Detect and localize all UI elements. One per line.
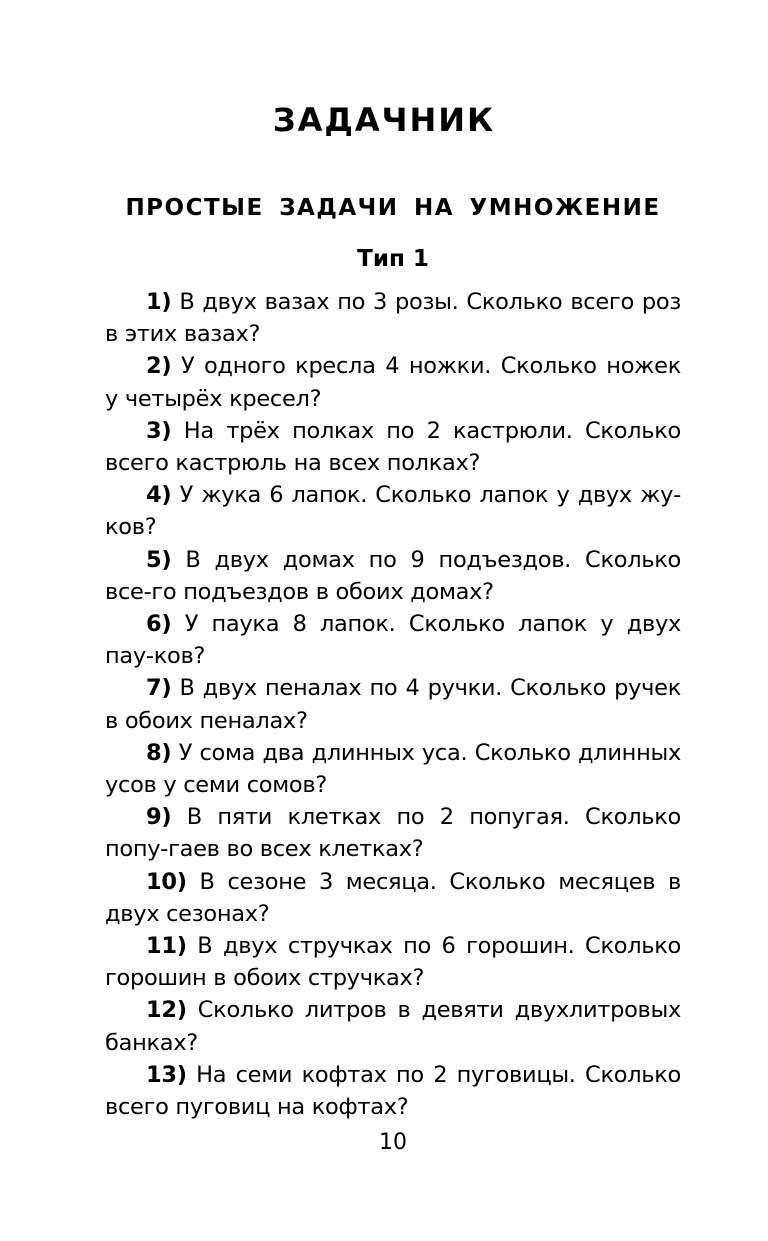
problem-number: 10): [146, 868, 187, 895]
page-number: 10: [379, 1130, 407, 1155]
problem-number: 7): [146, 675, 172, 702]
problem-text: В двух стручках по 6 горошин. Сколько горошин в обоих стручках?: [105, 933, 681, 992]
problem-text: В двух домах по 9 подъездов. Сколько все-го подъездов в обоих домах?: [105, 546, 681, 605]
problem-number: 11): [146, 933, 187, 960]
problem-item: [105, 801, 681, 865]
problem-text: В пяти клетках по 2 попугая. Сколько попу-гаев во всех клетках?: [105, 804, 682, 863]
problem-item: [105, 350, 681, 414]
problem-number: 8): [146, 739, 172, 766]
problem-number: 1): [146, 289, 172, 315]
problem-item: [105, 930, 681, 994]
type-title: Тип 1: [357, 246, 429, 272]
problem-item: [105, 672, 681, 736]
problem-number: 6): [146, 611, 172, 638]
problem-text: У одного кресла 4 ножки. Сколько ножек у четырёх кресел?: [105, 353, 681, 412]
problem-number: 3): [146, 417, 172, 444]
problem-text: Сколько литров в девяти двухлитровых банках?: [105, 997, 681, 1056]
problem-number: 12): [146, 997, 187, 1024]
problem-item: [105, 866, 681, 930]
problem-item: [105, 286, 681, 350]
problem-text: В двух пеналах по 4 ручки. Сколько ручек в обоих пеналах?: [105, 675, 681, 734]
problem-item: [105, 737, 681, 801]
problem-item: [105, 994, 681, 1058]
problem-text: У паука 8 лапок. Сколько лапок у двух пау-ков?: [105, 611, 681, 670]
problem-number: 4): [146, 482, 172, 509]
section-title: ПРОСТЫЕ ЗАДАЧИ НА УМНОЖЕНИЕ: [125, 195, 661, 221]
problem-item: [105, 608, 681, 672]
problem-item: [105, 415, 681, 479]
problem-text: У сома два длинных уса. Сколько длинных усов у семи сомов?: [105, 739, 681, 799]
problem-item: [105, 544, 681, 608]
problem-item: [105, 479, 681, 543]
problem-number: 5): [146, 546, 172, 573]
problem-text: На семи кофтах по 2 пуговицы. Сколько всего пуговиц на кофтах?: [105, 1061, 681, 1121]
page-title: ЗАДАЧНИК: [272, 101, 496, 139]
problem-item: [105, 1059, 681, 1123]
problem-number: 13): [146, 1061, 187, 1088]
problem-text: В двух вазах по 3 розы. Сколько всего роз в этих вазах?: [105, 289, 681, 348]
problem-list: [105, 286, 681, 1123]
problem-text: У жука 6 лапок. Сколько лапок у двух жу-ков?: [105, 482, 681, 541]
problem-number: 2): [146, 353, 172, 380]
problem-number: 9): [146, 804, 172, 831]
problem-text: На трёх полках по 2 кастрюли. Сколько всего кастрюль на всех полках?: [105, 417, 681, 477]
problem-text: В сезоне 3 месяца. Сколько месяцев в двух сезонах?: [105, 868, 681, 927]
